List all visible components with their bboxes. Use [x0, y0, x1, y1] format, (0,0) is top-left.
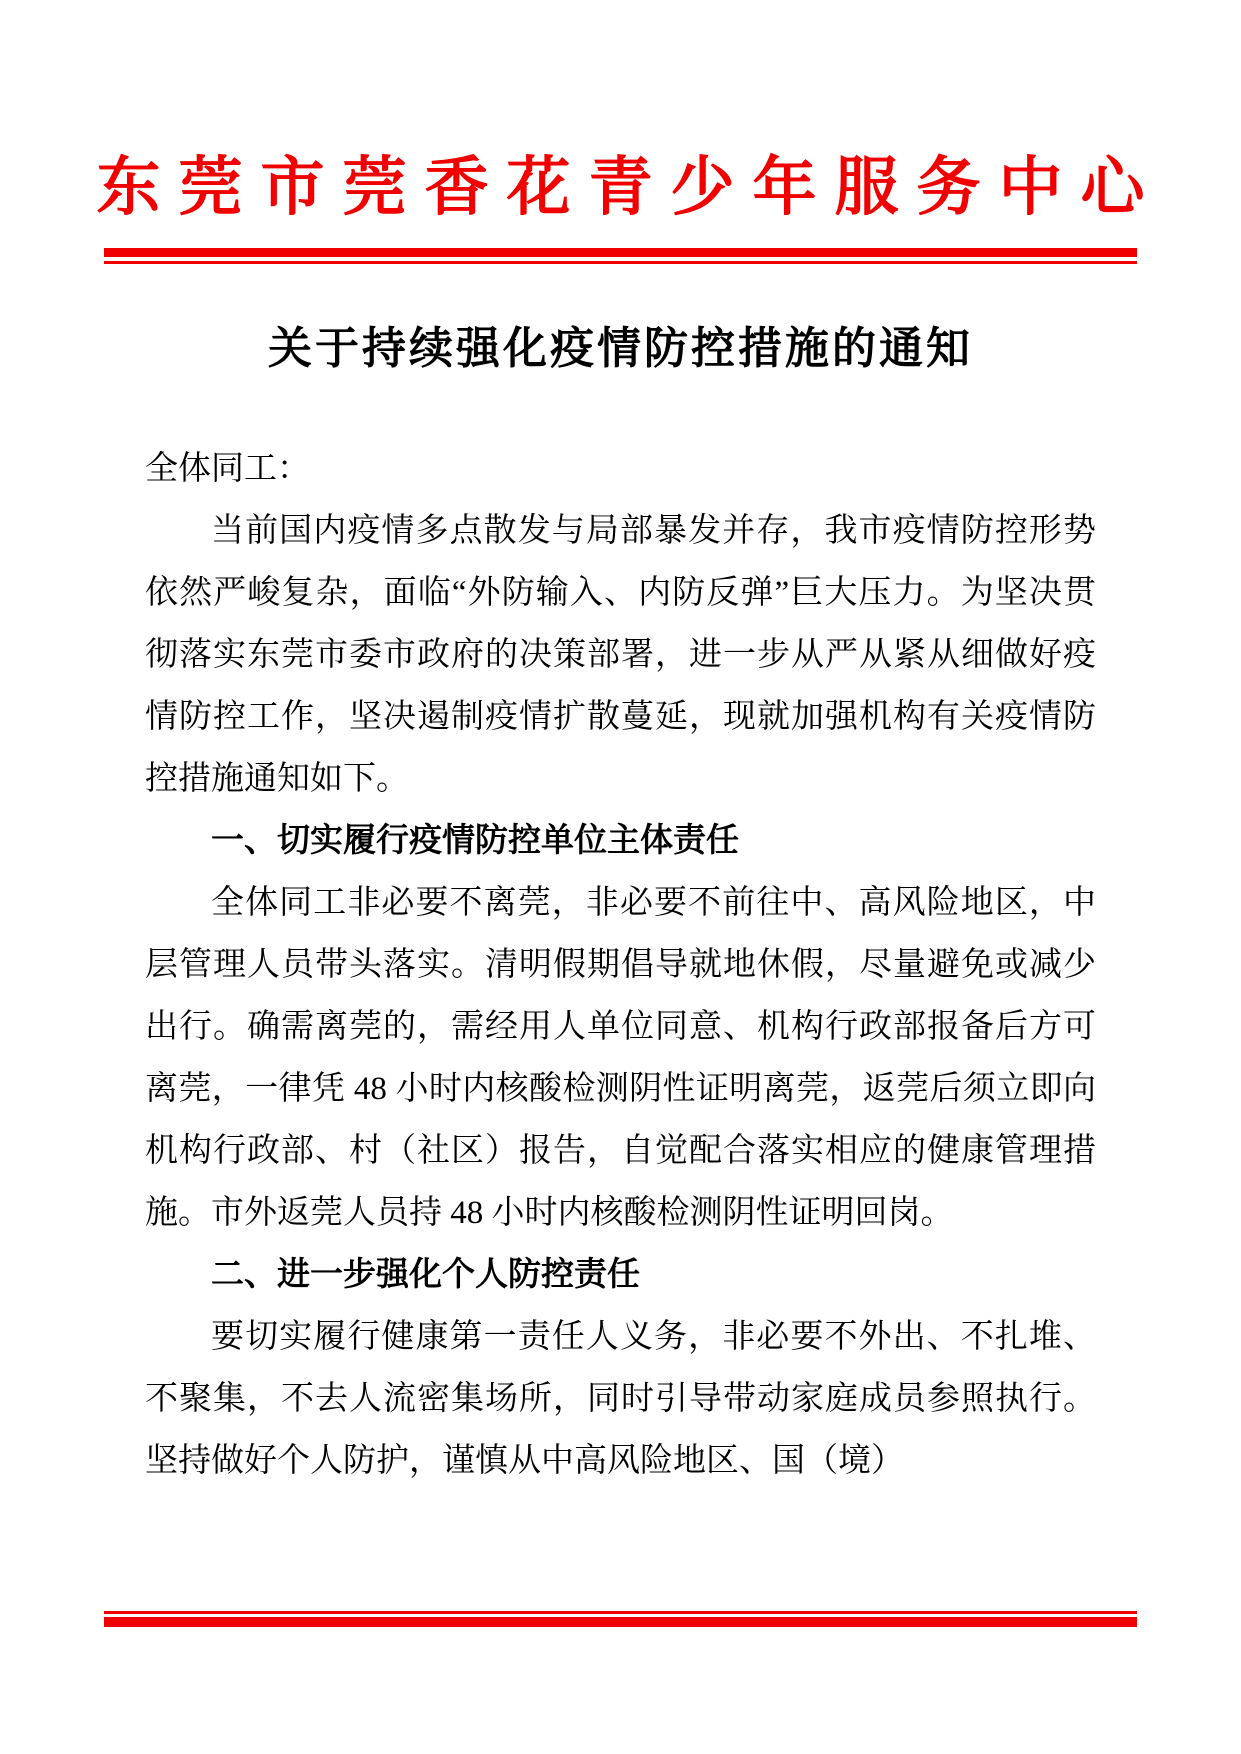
- document-main: [0, 320, 1241, 1492]
- section-heading: 一、切实履行疫情防控单位主体责任: [211, 823, 739, 859]
- footer-divider: [104, 1611, 1137, 1627]
- letterhead: [0, 0, 1241, 264]
- letterhead-organization-title: 东莞市莞香花青少年服务中心: [96, 152, 1163, 223]
- body-paragraph: 要切实履行健康第一责任人义务，非必要不外出、不扎堆、不聚集，不去人流密集场所，同时引导带动家庭成员参照执行。坚持做好个人防护，谨慎从中高风险地区、国（境）: [145, 1319, 1096, 1479]
- document-title: 关于持续强化疫情防控措施的通知: [268, 324, 973, 373]
- salutation-line: 全体同工：: [145, 451, 310, 487]
- document-body: [145, 438, 1096, 1492]
- header-divider-thick-line: [104, 248, 1137, 257]
- header-divider-thin-line: [104, 261, 1137, 264]
- footer-divider-thick-line: [104, 1617, 1137, 1627]
- body-paragraph: 全体同工非必要不离莞，非必要不前往中、高风险地区，中层管理人员带头落实。清明假期倡导就地休假，尽量避免或减少出行。确需离莞的，需经用人单位同意、机构行政部报备后方可离莞，一律凭 48 小时内核酸检测阴性证明离莞，返莞后须立即向机构行政部、村（社区）报告，自觉配合落实相应的健康管理措施。市外返莞人员持 48 小时内核酸检测阴性证明回岗。: [145, 885, 1096, 1231]
- body-paragraph: 当前国内疫情多点散发与局部暴发并存，我市疫情防控形势依然严峻复杂，面临“外防输入、内防反弹”巨大压力。为坚决贯彻落实东莞市委市政府的决策部署，进一步从严从紧从细做好疫情防控工作，坚决遏制疫情扩散蔓延，现就加强机构有关疫情防控措施通知如下。: [145, 513, 1096, 797]
- header-divider: [104, 248, 1137, 264]
- section-heading: 二、进一步强化个人防控责任: [211, 1257, 640, 1293]
